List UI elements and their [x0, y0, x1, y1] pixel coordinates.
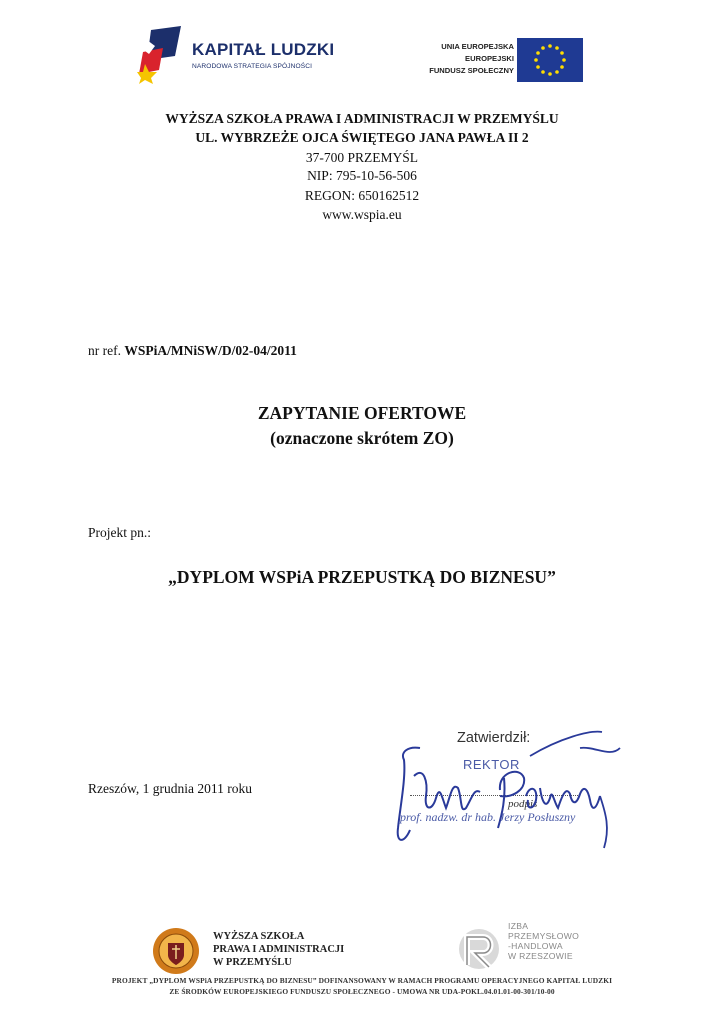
kapital-ludzki-emblem-icon: [137, 26, 187, 84]
chamber-name: [508, 921, 579, 961]
eu-flag-icon: [517, 38, 583, 82]
institution-website: www.wspia.eu: [322, 207, 402, 222]
eu-line-3: FUNDUSZ SPOŁECZNY: [429, 66, 514, 75]
footer-school-line-3: W PRZEMYŚLU: [213, 957, 292, 968]
chamber-line-4: W RZESZOWIE: [508, 951, 573, 961]
chamber-line-1: IZBA: [508, 921, 529, 931]
eu-logo: [416, 38, 586, 82]
kapital-ludzki-subtitle: NARODOWA STRATEGIA SPÓJNOŚCI: [192, 63, 313, 70]
chamber-of-commerce-logo: [455, 915, 595, 975]
project-label: Projekt pn.:: [88, 525, 151, 540]
rector-title: REKTOR: [463, 757, 520, 772]
footer-school-line-2: PRAWA I ADMINISTRACJI: [213, 944, 345, 955]
institution-nip: NIP: 795-10-56-506: [307, 168, 417, 183]
document-subtitle: (oznaczone skrótem ZO): [270, 428, 454, 448]
document-title: ZAPYTANIE OFERTOWE: [257, 403, 467, 423]
reference-number: [88, 343, 297, 359]
chamber-line-2: PRZEMYSŁOWO: [508, 931, 580, 941]
institution-city: 37-700 PRZEMYŚL: [305, 150, 419, 165]
reference-label: nr ref.: [88, 343, 121, 358]
footer-school-name: [213, 930, 344, 969]
school-seal-icon: [152, 927, 200, 975]
eu-line-2: EUROPEJSKI: [465, 54, 514, 63]
chamber-line-3: -HANDLOWA: [508, 941, 563, 951]
project-name: „DYPLOM WSPiA PRZEPUSTKĄ DO BIZNESU”: [168, 567, 556, 587]
rector-name: prof. nadzw. dr hab. Jerzy Posłuszny: [400, 810, 576, 824]
approved-by-label: Zatwierdził:: [457, 730, 531, 746]
signature-caption: podpis: [508, 798, 538, 810]
place-date: Rzeszów, 1 grudnia 2011 roku: [88, 781, 252, 796]
eu-line-1: UNIA EUROPEJSKA: [441, 42, 514, 51]
kapital-ludzki-logo: [137, 26, 352, 84]
funding-note-line-1: PROJEKT „DYPLOM WSPiA PRZEPUSTKĄ DO BIZNESU” DOFINANSOWANY W RAMACH PROGRAMU OPERACYJNEGO KAPITAŁ LUDZKI: [111, 976, 613, 985]
institution-regon: REGON: 650162512: [304, 188, 420, 203]
handwritten-signature: [380, 718, 640, 868]
reference-value: WSPiA/MNiSW/D/02-04/2011: [124, 343, 297, 358]
funding-note-line-2: ZE ŚRODKÓW EUROPEJSKIEGO FUNDUSZU SPOŁECZNEGO - UMOWA NR UDA-POKL.04.01.01-00-301/10-00: [169, 987, 555, 996]
institution-name: WYŻSZA SZKOŁA PRAWA I ADMINISTRACJI W PRZEMYŚLU: [165, 111, 559, 126]
approval-stamp: [380, 718, 640, 868]
institution-street: UL. WYBRZEŻE OJCA ŚWIĘTEGO JANA PAWŁA II 2: [195, 130, 529, 145]
chamber-emblem-icon: [455, 923, 505, 973]
kapital-ludzki-title: KAPITAŁ LUDZKI: [192, 40, 335, 59]
footer-school-line-1: WYŻSZA SZKOŁA: [213, 931, 305, 942]
